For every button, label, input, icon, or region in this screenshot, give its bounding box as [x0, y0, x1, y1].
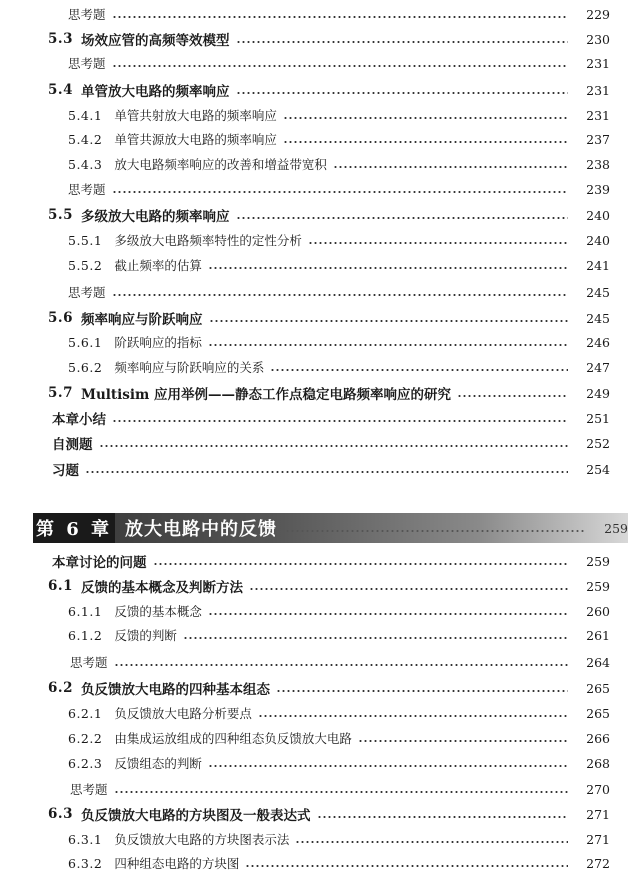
toc-page-number: 231	[586, 82, 610, 98]
leader-dots	[249, 588, 568, 590]
toc-section-number: 5.4.3	[68, 156, 103, 172]
toc-entry[interactable]	[0, 79, 628, 101]
toc-section-number: 5.4.2	[68, 131, 103, 147]
leader-dots	[258, 715, 568, 717]
toc-title: 四种组态电路的方块图	[114, 856, 240, 871]
toc-entry[interactable]	[0, 128, 628, 150]
toc-section-number: 5.5.1	[68, 232, 103, 248]
leader-dots	[112, 294, 568, 296]
toc-page-number: 249	[586, 385, 610, 401]
toc-entry[interactable]	[0, 52, 628, 74]
toc-page-number: 259	[586, 553, 610, 569]
chapter-leader-dots	[285, 530, 586, 532]
toc-entry[interactable]	[0, 331, 628, 353]
toc-page-number: 240	[586, 207, 610, 223]
toc-section-number: 5.6	[48, 310, 73, 326]
toc-section-number: 5.3	[48, 31, 73, 47]
toc-entry[interactable]	[0, 803, 628, 825]
toc-entry[interactable]	[0, 28, 628, 50]
toc-section-number: 6.3	[48, 806, 73, 822]
toc-title: 思考题	[70, 782, 108, 797]
toc-title: 阶跃响应的指标	[114, 335, 202, 350]
toc-section-number: 6.2	[48, 680, 73, 696]
toc-page-number: 268	[586, 755, 610, 771]
toc-page-number: 229	[586, 6, 610, 22]
toc-page-number: 264	[586, 654, 610, 670]
leader-dots	[208, 613, 568, 615]
chapter-title: 放大电路中的反馈	[125, 519, 277, 540]
toc-entry[interactable]	[0, 178, 628, 200]
toc-title: 反馈的判断	[114, 628, 177, 643]
toc-entry[interactable]	[0, 432, 628, 454]
toc-entry[interactable]	[0, 104, 628, 126]
toc-page-number: 266	[586, 730, 610, 746]
toc-section-number: 5.5	[48, 207, 73, 223]
toc-title: 思考题	[68, 7, 106, 22]
toc-entry[interactable]	[0, 727, 628, 749]
leader-dots	[208, 344, 568, 346]
toc-page-number: 231	[586, 55, 610, 71]
toc-title: 负反馈放大电路的方块图及一般表达式	[81, 808, 311, 824]
toc-title: 单管共射放大电路的频率响应	[114, 108, 277, 123]
toc-section-number: 6.1.1	[68, 603, 103, 619]
toc-section-number: 6.1	[48, 578, 73, 594]
toc-page-number: 240	[586, 232, 610, 248]
toc-entry[interactable]	[0, 828, 628, 850]
toc-page-number: 265	[586, 705, 610, 721]
toc-section-number: 6.2.1	[68, 705, 103, 721]
toc-section-number: 6.3.2	[68, 855, 103, 871]
leader-dots	[236, 217, 569, 219]
leader-dots	[153, 563, 569, 565]
toc-entry[interactable]	[0, 153, 628, 175]
leader-dots	[295, 841, 568, 843]
toc-title: 负反馈放大电路的四种基本组态	[81, 682, 270, 698]
toc-title: 本章小结	[52, 412, 106, 428]
toc-page-number: 245	[586, 284, 610, 300]
toc-entry[interactable]	[0, 852, 628, 874]
leader-dots	[236, 92, 569, 94]
toc-page-number: 254	[586, 461, 610, 477]
toc-entry[interactable]	[0, 307, 628, 329]
toc-entry[interactable]	[0, 356, 628, 378]
toc-entry[interactable]	[0, 702, 628, 724]
toc-entry[interactable]	[0, 677, 628, 699]
toc-section-number: 6.2.3	[68, 755, 103, 771]
toc-entry[interactable]	[0, 407, 628, 429]
toc-title: Multisim 应用举例——静态工作点稳定电路频率响应的研究	[81, 387, 451, 403]
toc-title: 反馈的基本概念及判断方法	[81, 580, 243, 596]
toc-title: 频率响应与阶跃响应	[81, 312, 203, 328]
toc-page-number: 231	[586, 107, 610, 123]
toc-page-number: 247	[586, 359, 610, 375]
leader-dots	[270, 369, 568, 371]
leader-dots	[283, 117, 568, 119]
toc-entry[interactable]	[0, 624, 628, 646]
toc-page-number: 246	[586, 334, 610, 350]
toc-page-number: 245	[586, 310, 610, 326]
toc-page-number: 252	[586, 435, 610, 451]
leader-dots	[358, 740, 568, 742]
toc-page-number: 270	[586, 781, 610, 797]
toc-title: 场效应管的高频等效模型	[81, 33, 230, 49]
leader-dots	[112, 191, 568, 193]
toc-entry[interactable]	[0, 550, 628, 572]
leader-dots	[245, 865, 568, 867]
toc-title: 多级放大电路频率特性的定性分析	[114, 233, 302, 248]
toc-section-number: 6.1.2	[68, 627, 103, 643]
leader-dots	[112, 16, 568, 18]
leader-dots	[283, 141, 568, 143]
toc-section-number: 5.6.2	[68, 359, 103, 375]
chapter-page-number: 259	[604, 520, 628, 536]
toc-title: 思考题	[68, 182, 106, 197]
toc-title: 多级放大电路的频率响应	[81, 209, 230, 225]
toc-entry[interactable]	[0, 254, 628, 276]
toc-page-number: 230	[586, 31, 610, 47]
toc-section-number: 6.2.2	[68, 730, 103, 746]
toc-entry[interactable]	[0, 281, 628, 303]
toc-title: 思考题	[70, 655, 108, 670]
toc-entry[interactable]	[0, 752, 628, 774]
toc-entry[interactable]	[0, 3, 628, 25]
toc-section-number: 5.4	[48, 82, 73, 98]
leader-dots	[457, 395, 568, 397]
leader-dots	[208, 765, 568, 767]
toc-entry[interactable]	[0, 575, 628, 597]
toc-section-number: 5.7	[48, 385, 73, 401]
toc-entry[interactable]	[0, 600, 628, 622]
leader-dots	[112, 65, 568, 67]
toc-title: 单管共源放大电路的频率响应	[114, 132, 277, 147]
toc-page-number: 239	[586, 181, 610, 197]
toc-title: 单管放大电路的频率响应	[81, 84, 230, 100]
leader-dots	[236, 41, 569, 43]
toc-title: 频率响应与阶跃响应的关系	[114, 360, 265, 375]
chapter-banner	[33, 513, 628, 543]
toc-title: 思考题	[68, 56, 106, 71]
leader-dots	[85, 471, 568, 473]
leader-dots	[308, 242, 568, 244]
toc-title: 负反馈放大电路分析要点	[114, 706, 252, 721]
toc-page-number: 251	[586, 410, 610, 426]
toc-page-number: 265	[586, 680, 610, 696]
toc-page-number: 272	[586, 855, 610, 871]
toc-title: 反馈的基本概念	[114, 604, 202, 619]
toc-title: 习题	[52, 463, 79, 479]
toc-title: 本章讨论的问题	[52, 555, 147, 571]
toc-page-number: 238	[586, 156, 610, 172]
leader-dots	[99, 445, 569, 447]
leader-dots	[183, 637, 568, 639]
leader-dots	[208, 267, 568, 269]
toc-entry[interactable]	[0, 778, 628, 800]
toc-page-number: 271	[586, 831, 610, 847]
toc-entry[interactable]	[0, 204, 628, 226]
toc-title: 思考题	[68, 285, 106, 300]
toc-title: 反馈组态的判断	[114, 756, 202, 771]
toc-page-number: 241	[586, 257, 610, 273]
toc-page-number: 261	[586, 627, 610, 643]
toc-page-number: 260	[586, 603, 610, 619]
toc-section-number: 6.3.1	[68, 831, 103, 847]
toc-page-number: 237	[586, 131, 610, 147]
leader-dots	[333, 166, 568, 168]
toc-section-number: 5.5.2	[68, 257, 103, 273]
toc-title: 放大电路频率响应的改善和增益带宽积	[114, 157, 327, 172]
toc-entry[interactable]	[0, 382, 628, 404]
chapter-label: 第 6 章	[33, 513, 115, 543]
toc-section-number: 5.4.1	[68, 107, 103, 123]
toc-title: 由集成运放组成的四种组态负反馈放大电路	[114, 731, 352, 746]
toc-page-number: 271	[586, 806, 610, 822]
toc-title: 负反馈放大电路的方块图表示法	[114, 832, 290, 847]
leader-dots	[112, 420, 568, 422]
toc-page-number: 259	[586, 578, 610, 594]
toc-section-number: 5.6.1	[68, 334, 103, 350]
leader-dots	[209, 320, 569, 322]
toc-title: 截止频率的估算	[114, 258, 202, 273]
toc-entry[interactable]	[0, 458, 628, 480]
leader-dots	[317, 816, 569, 818]
toc-entry[interactable]	[0, 229, 628, 251]
leader-dots	[114, 791, 568, 793]
leader-dots	[276, 690, 568, 692]
toc-entry[interactable]	[0, 651, 628, 673]
toc-title: 自测题	[52, 437, 93, 453]
leader-dots	[114, 664, 568, 666]
